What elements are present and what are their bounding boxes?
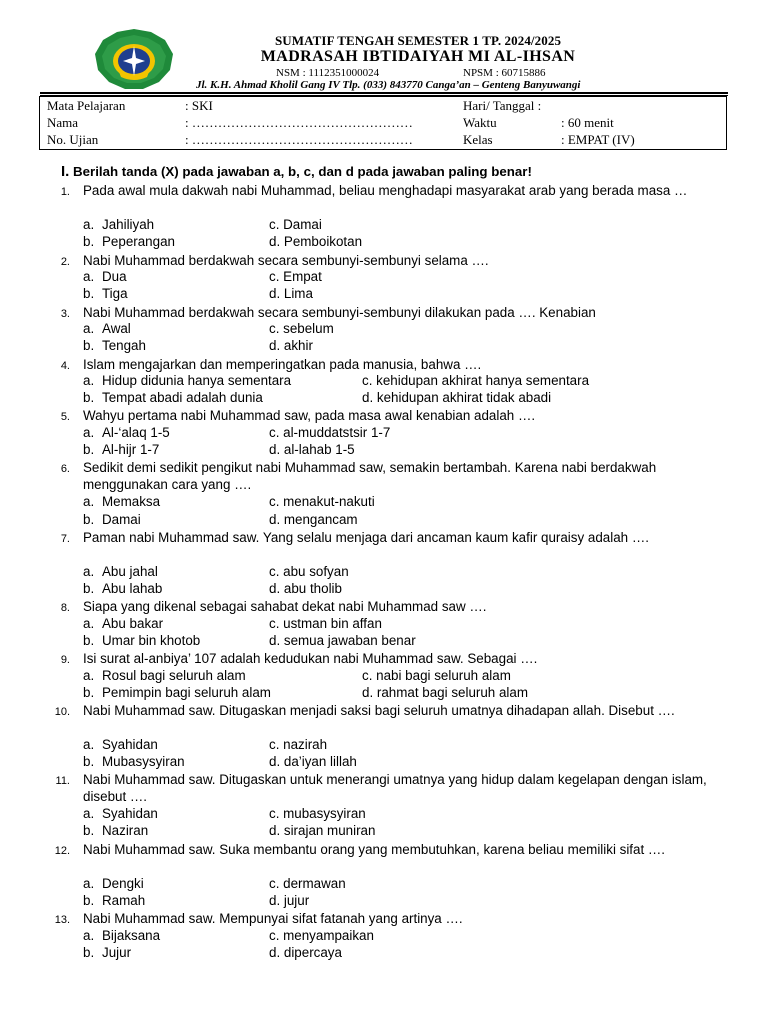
school-name: MADRASAH IBTIDAIYAH MI AL-IHSAN — [260, 48, 576, 65]
question-number: 5. — [60, 411, 70, 423]
option-a[interactable]: a. Syahidan — [83, 806, 158, 821]
question-text: Sedikit demi sedikit pengikut nabi Muhammad saw, semakin bertambah. Karena nabi berdakwah menggunakan cara yang …. — [83, 460, 657, 492]
option-d[interactable]: d. da’iyan lillah — [269, 754, 357, 769]
option-b[interactable]: b. Abu lahab — [83, 581, 163, 596]
option-a[interactable]: a. Al-‘alaq 1-5 — [83, 425, 170, 440]
option-b[interactable]: b. Tengah — [83, 338, 146, 353]
option-d[interactable]: d. akhir — [269, 338, 313, 353]
option-c[interactable]: c. sebelum — [269, 321, 334, 336]
question-number: 8. — [60, 602, 70, 614]
question-text: Nabi Muhammad berdakwah secara sembunyi-sembunyi selama …. — [83, 253, 489, 268]
option-a[interactable]: a. Rosul bagi seluruh alam — [83, 668, 246, 683]
option-a[interactable]: a. Jahiliyah — [83, 217, 155, 232]
question-number: 11. — [55, 775, 70, 787]
option-d[interactable]: d. rahmat bagi seluruh alam — [362, 685, 528, 700]
question-text: Pada awal mula dakwah nabi Muhammad, beliau menghadapi masyarakat arab yang berada masa … — [83, 183, 688, 198]
option-c[interactable]: c. menakut-nakuti — [269, 494, 375, 509]
question-text: Paman nabi Muhammad saw. Yang selalu menjaga dari ancaman kaum kafir quraisy adalah …. — [83, 530, 649, 545]
waktu-label: Waktu — [463, 115, 497, 130]
option-d[interactable]: d. semua jawaban benar — [269, 633, 416, 648]
instruction — [61, 163, 532, 180]
option-a[interactable]: a. Abu jahal — [83, 564, 158, 579]
option-a[interactable]: a. Bijaksana — [83, 928, 161, 943]
option-b[interactable]: b. Jujur — [83, 945, 132, 960]
question-text: Isi surat al-anbiya’ 107 adalah kedudukan nabi Muhammad saw. Sebagai …. — [83, 651, 538, 666]
option-c[interactable]: c. Damai — [269, 217, 322, 232]
option-c[interactable]: c. menyampaikan — [269, 928, 374, 943]
instruction-text: Berilah tanda (X) pada jawaban a, b, c, dan d pada jawaban paling benar! — [69, 164, 532, 179]
kelas-value: : EMPAT (IV) — [561, 132, 635, 147]
hari-label: Hari/ Tanggal : — [463, 98, 542, 113]
option-d[interactable]: d. kehidupan akhirat tidak abadi — [362, 390, 552, 405]
option-c[interactable]: c. mubasysyiran — [269, 806, 366, 821]
option-d[interactable]: d. abu tholib — [269, 581, 342, 596]
option-d[interactable]: d. mengancam — [269, 512, 358, 527]
option-a[interactable]: a. Abu bakar — [83, 616, 164, 631]
question-text: Nabi Muhammad saw. Mempunyai sifat fatanah yang artinya …. — [83, 911, 463, 926]
question-text: Nabi Muhammad saw. Suka membantu orang yang membutuhkan, karena beliau memiliki sifat …. — [83, 842, 666, 857]
option-d[interactable]: d. jujur — [269, 893, 310, 908]
option-a[interactable]: a. Dengki — [83, 876, 144, 891]
question-number: 3. — [60, 308, 70, 320]
question-number: 9. — [60, 654, 70, 666]
option-c[interactable]: c. dermawan — [269, 876, 346, 891]
npsm-number: NPSM : 60715886 — [463, 67, 546, 79]
option-a[interactable]: a. Memaksa — [83, 494, 161, 509]
nama-label: Nama — [47, 115, 79, 130]
question-text: Islam mengajarkan dan memperingatkan pada manusia, bahwa …. — [83, 357, 482, 372]
question-number: 4. — [60, 360, 70, 372]
option-c[interactable]: c. al-muddatstsir 1-7 — [269, 425, 391, 440]
question-text: Siapa yang dikenal sebagai sahabat dekat nabi Muhammad saw …. — [83, 599, 487, 614]
waktu-value: : 60 menit — [561, 115, 614, 130]
school-logo-icon — [93, 28, 175, 90]
option-d[interactable]: d. Pemboikotan — [269, 234, 363, 249]
question-text: Wahyu pertama nabi Muhammad saw, pada masa awal kenabian adalah …. — [83, 408, 536, 423]
school-address: Jl. K.H. Ahmad Kholil Gang IV Tlp. (033) 843770 Canga’an – Genteng Banyuwangi — [196, 79, 581, 91]
option-a[interactable]: a. Hidup didunia hanya sementara — [83, 373, 292, 388]
question-number: 2. — [60, 256, 70, 268]
ujian-label: No. Ujian — [47, 132, 99, 147]
option-c[interactable]: c. nabi bagi seluruh alam — [362, 668, 511, 683]
exam-title: SUMATIF TENGAH SEMESTER 1 TP. 2024/2025 — [274, 33, 562, 48]
option-a[interactable]: a. Dua — [83, 269, 127, 284]
option-b[interactable]: b. Pemimpin bagi seluruh alam — [83, 685, 271, 700]
option-d[interactable]: d. al-lahab 1-5 — [269, 442, 355, 457]
option-a[interactable]: a. Awal — [83, 321, 131, 336]
question-number: 12. — [54, 845, 70, 857]
option-b[interactable]: b. Al-hijr 1-7 — [83, 442, 160, 457]
question-number: 10. — [54, 706, 70, 718]
header-divider — [40, 92, 728, 94]
option-b[interactable]: b. Mubasysyiran — [83, 754, 185, 769]
mapel-value: : SKI — [185, 98, 213, 113]
option-b[interactable]: b. Ramah — [83, 893, 146, 908]
question-number: 13. — [54, 914, 70, 926]
question-number: 7. — [60, 533, 70, 545]
mapel-label: Mata Pelajaran — [47, 98, 126, 113]
question-text: Nabi Muhammad saw. Ditugaskan menjadi saksi bagi seluruh umatnya dihadapan allah. Disebut …. — [83, 703, 675, 718]
option-c[interactable]: c. abu sofyan — [269, 564, 349, 579]
option-b[interactable]: b. Peperangan — [83, 234, 175, 249]
option-b[interactable]: b. Tiga — [83, 286, 128, 301]
question-text: Nabi Muhammad berdakwah secara sembunyi-sembunyi dilakukan pada …. Kenabian — [83, 305, 596, 320]
instruction-number: I. — [61, 163, 70, 180]
option-a[interactable]: a. Syahidan — [83, 737, 158, 752]
nama-field[interactable]: : …………………………………………… — [185, 115, 413, 130]
option-b[interactable]: b. Umar bin khotob — [83, 633, 201, 648]
option-b[interactable]: b. Damai — [83, 512, 141, 527]
ujian-field[interactable]: : …………………………………………… — [185, 132, 413, 147]
option-b[interactable]: b. Tempat abadi adalah dunia — [83, 390, 263, 405]
option-c[interactable]: c. nazirah — [269, 737, 328, 752]
question-text: Nabi Muhammad saw. Ditugaskan untuk menerangi umatnya yang hidup dalam kegelapan dengan islam, disebut …. — [83, 772, 707, 804]
question-number: 6. — [60, 463, 70, 475]
option-c[interactable]: c. kehidupan akhirat hanya sementara — [362, 373, 590, 388]
nsm-number: NSM : 1112351000024 — [276, 67, 380, 79]
option-b[interactable]: b. Naziran — [83, 823, 149, 838]
option-d[interactable]: d. dipercaya — [269, 945, 342, 960]
option-c[interactable]: c. ustman bin affan — [269, 616, 382, 631]
option-d[interactable]: d. Lima — [269, 286, 313, 301]
option-d[interactable]: d. sirajan muniran — [269, 823, 376, 838]
question-number: 1. — [60, 186, 70, 198]
option-c[interactable]: c. Empat — [269, 269, 322, 284]
kelas-label: Kelas — [463, 132, 493, 147]
